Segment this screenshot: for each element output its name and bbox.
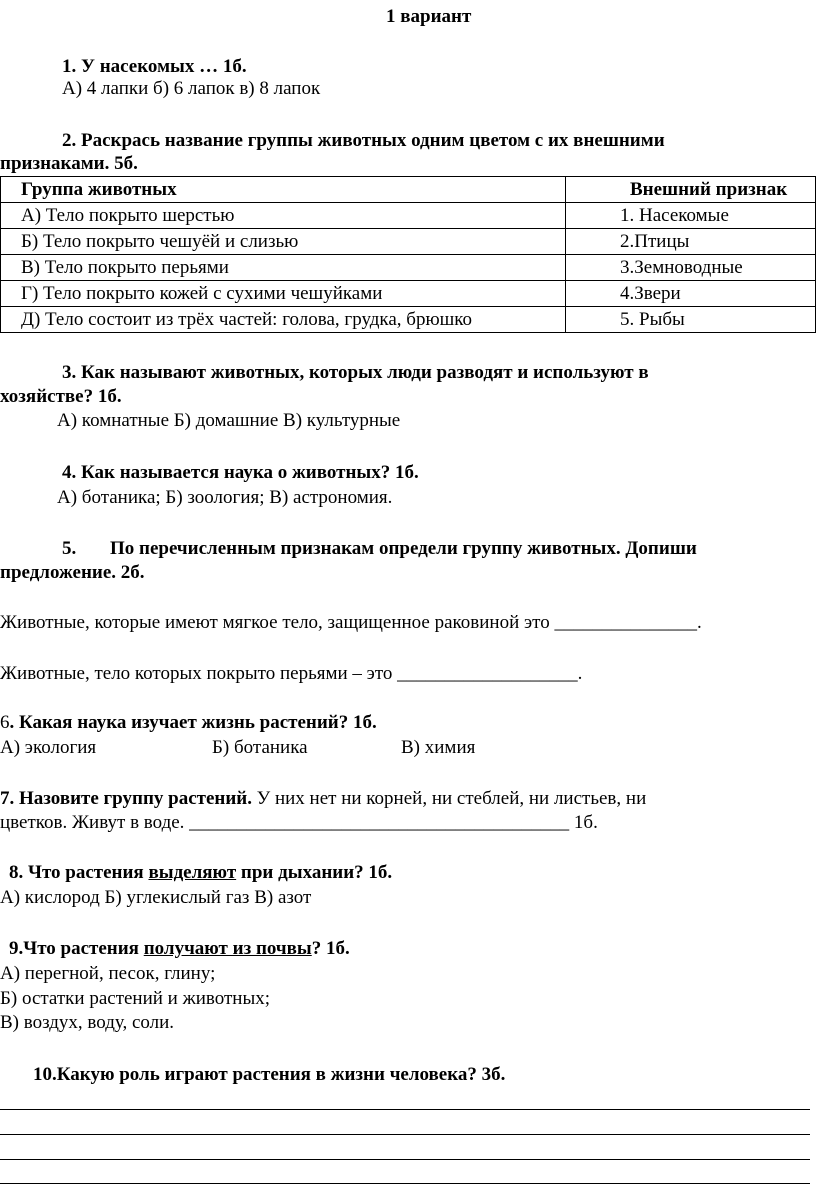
q5-sentence-1: Животные, которые имеют мягкое тело, защищенное раковиной это _______________. bbox=[0, 612, 702, 633]
q9-keyword: получают из почвы bbox=[143, 938, 312, 959]
table-cell: В) Тело покрыто перьями bbox=[1, 255, 566, 281]
table-cell: 2.Птицы bbox=[566, 229, 816, 255]
q7-line2: цветков. Живут в воде. ________________________________________ 1б. bbox=[0, 812, 598, 833]
q9-option-c: В) воздух, воду, соли. bbox=[0, 1012, 175, 1033]
table-header-row bbox=[1, 177, 816, 203]
q9-title: 9.Что растения получают из почвы? 1б. bbox=[9, 938, 350, 959]
q5-number: 5. bbox=[62, 538, 77, 559]
answer-line[interactable] bbox=[0, 1109, 810, 1110]
q2-title-line2: признаками. 5б. bbox=[0, 153, 138, 174]
q8-title: 8. Что растения выделяют при дыхании? 1б. bbox=[9, 862, 393, 883]
q10-title: 10.Какую роль играют растения в жизни человека? 3б. bbox=[33, 1064, 506, 1085]
q6-number: 6 bbox=[0, 712, 10, 733]
q6-option-b: Б) ботаника bbox=[212, 737, 308, 758]
table-row bbox=[1, 203, 816, 229]
q2-title-line1: 2. Раскрась название группы животных одним цветом с их внешними bbox=[62, 130, 665, 151]
table-row bbox=[1, 281, 816, 307]
q3-title-line2: хозяйстве? 1б. bbox=[0, 386, 122, 407]
page-title: 1 вариант bbox=[386, 6, 472, 27]
q8-options: А) кислород Б) углекислый газ В) азот bbox=[0, 887, 312, 908]
matching-table bbox=[0, 176, 816, 333]
table-cell: 4.Звери bbox=[566, 281, 816, 307]
q5-title-line2: предложение. 2б. bbox=[0, 562, 145, 583]
q6-title-text: . Какая наука изучает жизнь растений? 1б. bbox=[9, 712, 377, 733]
q7-line1 bbox=[0, 788, 646, 810]
q8-keyword: выделяют bbox=[148, 862, 237, 883]
table-cell: 3.Земноводные bbox=[566, 255, 816, 281]
q1-options: А) 4 лапки б) 6 лапок в) 8 лапок bbox=[62, 78, 321, 99]
table-row bbox=[1, 255, 816, 281]
q6-option-a: А) экология bbox=[0, 737, 97, 758]
table-cell: Г) Тело покрыто кожей с сухими чешуйками bbox=[1, 281, 566, 307]
table-cell: Д) Тело состоит из трёх частей: голова, грудка, брюшко bbox=[1, 307, 566, 333]
q7-title: 7. Назовите группу растений. bbox=[0, 788, 253, 809]
q9-option-a: А) перегной, песок, глину; bbox=[0, 963, 216, 984]
answer-line[interactable] bbox=[0, 1183, 810, 1184]
q5-title-line1: По перечисленным признакам определи группу животных. Допиши bbox=[110, 538, 697, 559]
header-animal-group: Группа животных bbox=[1, 177, 566, 203]
q6-option-c: В) химия bbox=[401, 737, 476, 758]
header-external-sign: Внешний признак bbox=[566, 177, 816, 203]
q1-title: 1. У насекомых … 1б. bbox=[62, 56, 247, 77]
table-cell: 1. Насекомые bbox=[566, 203, 816, 229]
q4-options: А) ботаника; Б) зоология; В) астрономия. bbox=[57, 487, 393, 508]
q3-title-line1: 3. Как называют животных, которых люди разводят и используют в bbox=[62, 362, 649, 383]
table-row bbox=[1, 229, 816, 255]
table-cell: А) Тело покрыто шерстью bbox=[1, 203, 566, 229]
q7-text: У них нет ни корней, ни стеблей, ни листьев, ни bbox=[252, 788, 647, 809]
q5-sentence-2: Животные, тело которых покрыто перьями – это ___________________. bbox=[0, 663, 583, 684]
answer-line[interactable] bbox=[0, 1159, 810, 1160]
table-cell: Б) Тело покрыто чешуёй и слизью bbox=[1, 229, 566, 255]
answer-line[interactable] bbox=[0, 1134, 810, 1135]
table-cell: 5. Рыбы bbox=[566, 307, 816, 333]
q3-options: А) комнатные Б) домашние В) культурные bbox=[57, 410, 401, 431]
q4-title: 4. Как называется наука о животных? 1б. bbox=[62, 462, 419, 483]
q6-title bbox=[0, 712, 377, 734]
table-row bbox=[1, 307, 816, 333]
q9-option-b: Б) остатки растений и животных; bbox=[0, 988, 270, 1009]
